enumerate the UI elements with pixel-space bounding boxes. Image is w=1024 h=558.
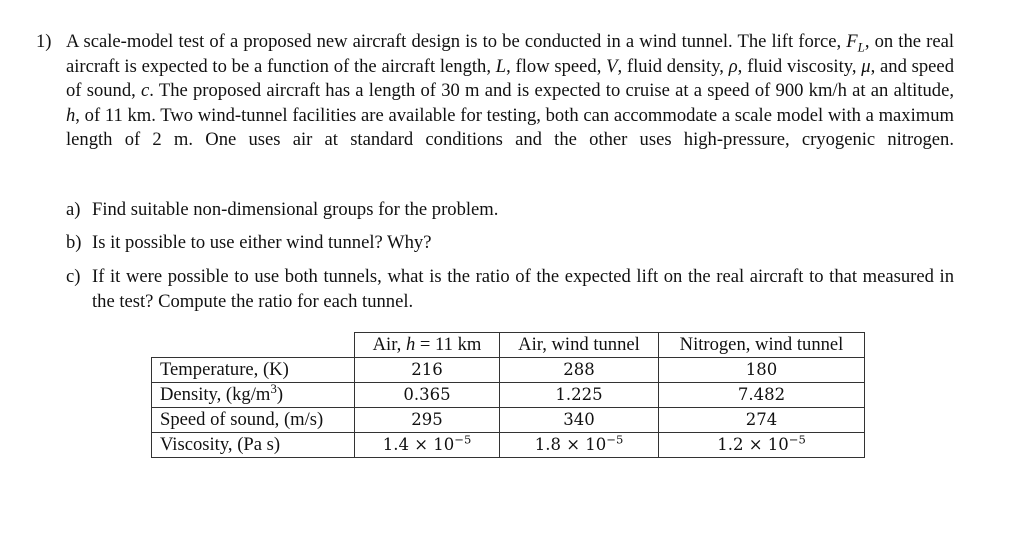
problem-text-segment: , on the real aircraft is expected to be a function of the aircraft length, — [66, 31, 954, 77]
header-nitrogen-wind-tunnel: Nitrogen, wind tunnel — [659, 333, 865, 358]
cell-value: 7.482 — [659, 383, 865, 408]
problem-number: 1) — [36, 31, 52, 52]
problem-text-segment: A scale-model test of a proposed new aircraft design is to be conducted in a wind tunnel. The lift force, — [66, 31, 842, 52]
cell-value: 180 — [659, 358, 865, 383]
var-length: L — [495, 55, 507, 77]
part-b — [66, 231, 954, 256]
var-density: ρ — [728, 55, 738, 77]
row-label-speed-of-sound: Speed of sound, (m/s) — [152, 408, 355, 433]
part-text: If it were possible to use both tunnels, what is the ratio of the expected lift on the real aircraft to that measured in the test? Compute the ratio for each tunnel. — [92, 266, 954, 312]
problem-text-segment: , fluid viscosity, — [737, 55, 862, 77]
cell-value: $1.2 \times 10^{-5}$ — [659, 433, 865, 458]
table-header-row — [152, 333, 865, 358]
problem-text-segment: . The proposed aircraft has a length of 30 m and is expected to cruise at a speed of 900 km/h at an altitude, — [149, 80, 954, 102]
cell-value: 340 — [500, 408, 659, 433]
cell-value: 1.225 — [500, 383, 659, 408]
cell-value: $1.4 \times 10^{-5}$ — [355, 433, 500, 458]
problem-text-segment: , of 11 km. Two wind-tunnel facilities are available for testing, both can accommodate a scale model with a maximum length of 2 m. One uses air at standard conditions and the other uses high-pressure, cryogenic nitrogen. — [66, 104, 954, 151]
cell-value: 295 — [355, 408, 500, 433]
table-row — [152, 383, 865, 408]
table-row — [152, 408, 865, 433]
var-altitude: h — [66, 104, 76, 126]
cell-value: 274 — [659, 408, 865, 433]
properties-table — [151, 332, 865, 458]
cell-value: 288 — [500, 358, 659, 383]
row-label-temperature: Temperature, (K) — [152, 358, 355, 383]
problem-statement — [36, 30, 954, 178]
var-sound-speed: c — [141, 80, 150, 102]
problem-text-segment: , fluid density, — [617, 55, 729, 77]
part-text: Find suitable non-dimensional groups for the problem. — [92, 199, 499, 220]
problem-text — [66, 30, 954, 178]
row-label-density: Density, $(kg/m^3)$ — [152, 383, 355, 408]
part-label: b) — [66, 232, 82, 253]
var-lift-subscript: L — [857, 39, 865, 55]
row-label-viscosity: Viscosity, (Pa s) — [152, 433, 355, 458]
var-velocity: V — [606, 55, 618, 77]
cell-value: 0.365 — [355, 383, 500, 408]
table-row — [152, 358, 865, 383]
var-lift-force: F — [846, 31, 858, 52]
cell-value: 216 — [355, 358, 500, 383]
table-row — [152, 433, 865, 458]
var-viscosity: μ — [861, 55, 871, 77]
part-c — [66, 265, 954, 314]
table-corner-cell — [152, 333, 355, 358]
part-label: a) — [66, 199, 81, 220]
cell-value: $1.8 \times 10^{-5}$ — [500, 433, 659, 458]
header-air-wind-tunnel: Air, wind tunnel — [500, 333, 659, 358]
problem-text-segment: , flow speed, — [506, 55, 607, 77]
part-label: c) — [66, 266, 81, 287]
problem-text-segment: , and speed of sound, — [66, 55, 954, 102]
part-a — [66, 198, 954, 223]
part-text: Is it possible to use either wind tunnel? Why? — [92, 232, 432, 253]
header-air-altitude: Air, h = 11 km — [355, 333, 500, 358]
